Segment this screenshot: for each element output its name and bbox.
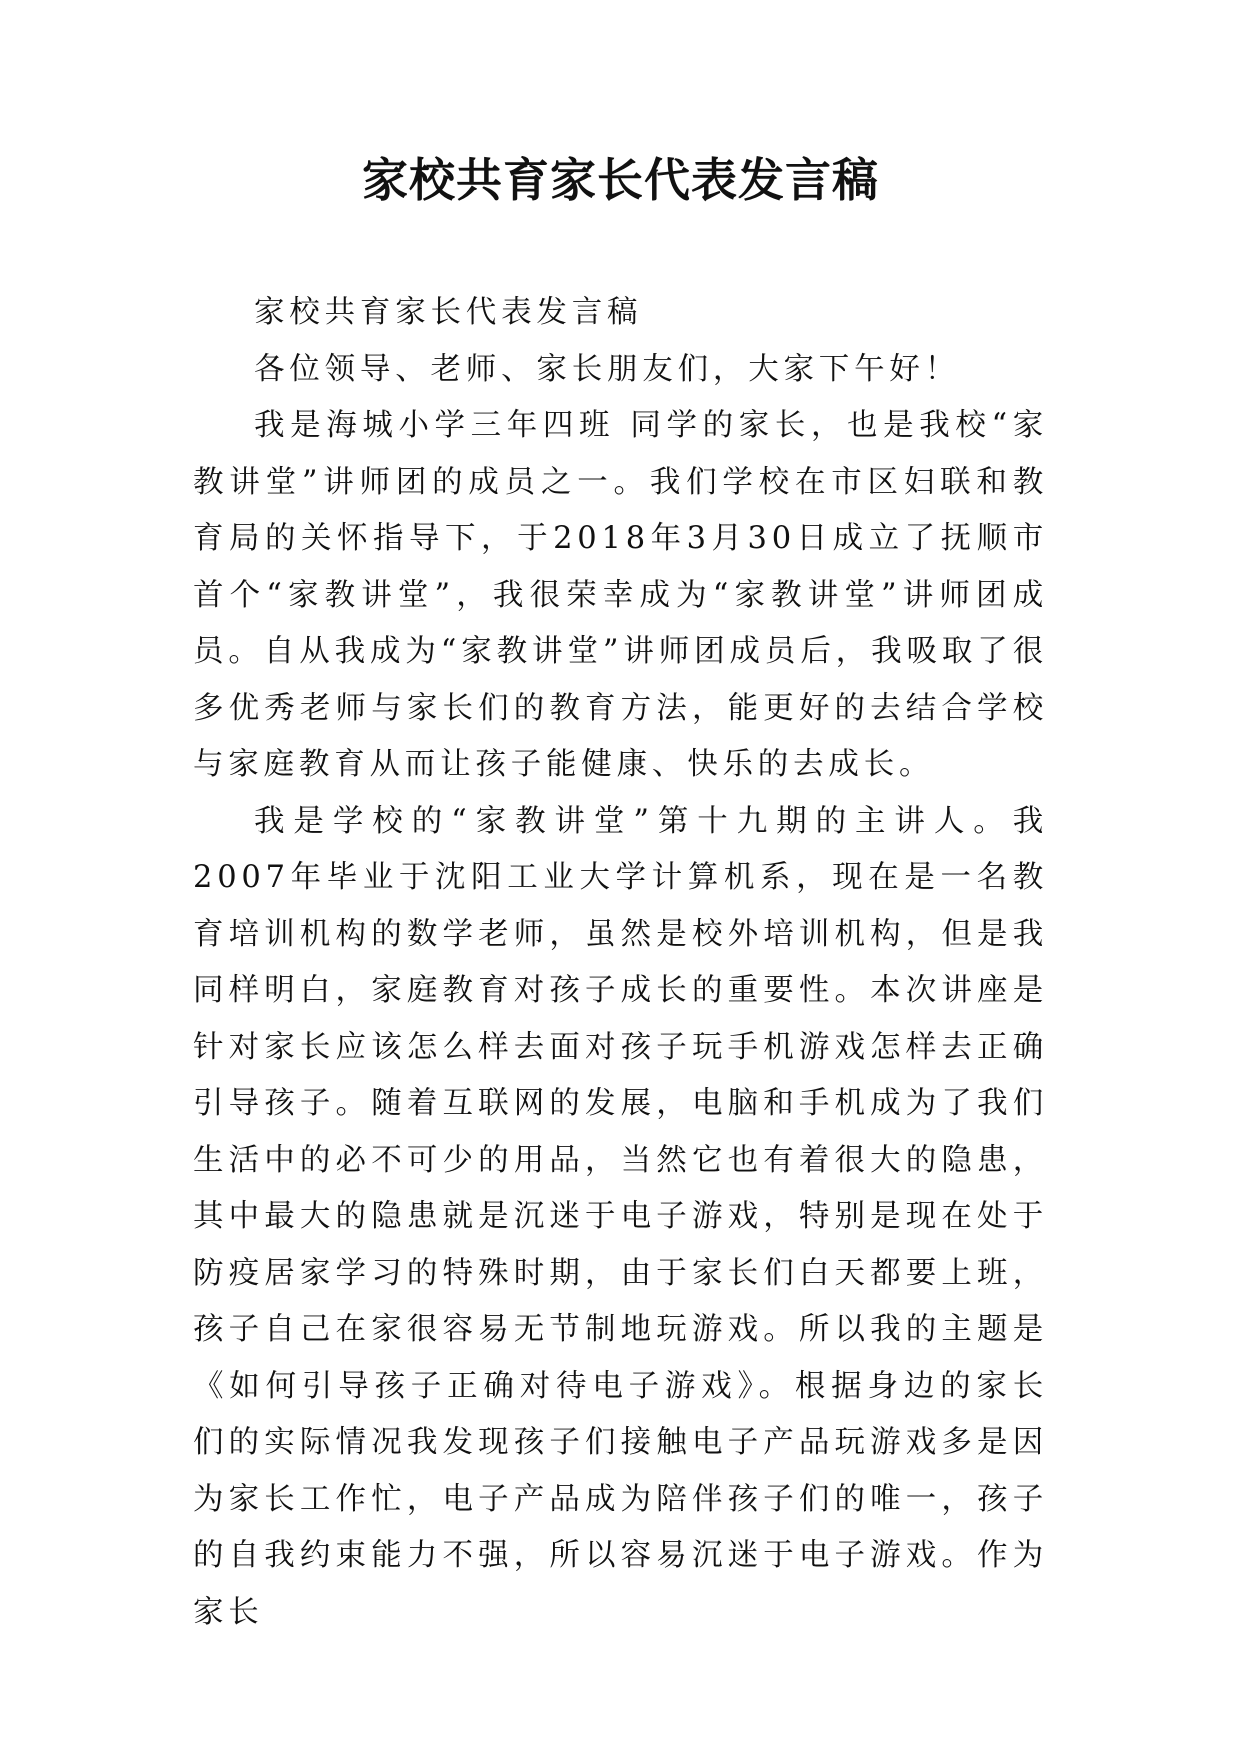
paragraph-subtitle: 家校共育家长代表发言稿: [254, 295, 643, 330]
paragraph-introduction: 我是海城小学三年四班 同学的家长，也是我校“家教讲堂”讲师团的成员之一。我们学校在市区妇联和教育局的关怀指导下，于2018年3月30日成立了抚顺市首个“家教讲堂”，我很荣幸成为“家教讲堂”讲师团成员。自从我成为“家教讲堂”讲师团成员后，我吸取了很多优秀老师与家长们的教育方法，能更好的去结合学校与家庭教育从而让孩子能健康、快乐的去成长。: [193, 408, 1048, 782]
paragraph-lecture-topic: 我是学校的“家教讲堂”第十九期的主讲人。我2007年毕业于沈阳工业大学计算机系，现在是一名教育培训机构的数学老师，虽然是校外培训机构，但是我同样明白，家庭教育对孩子成长的重要性。本次讲座是针对家长应该怎么样去面对孩子玩手机游戏怎样去正确引导孩子。随着互联网的发展，电脑和手机成为了我们生活中的必不可少的用品，当然它也有着很大的隐患，其中最大的隐患就是沉迷于电子游戏，特别是现在处于防疫居家学习的特殊时期，由于家长们白天都要上班，孩子自己在家很容易无节制地玩游戏。所以我的主题是《如何引导孩子正确对待电子游戏》。根据身边的家长们的实际情况我发现孩子们接触电子产品玩游戏多是因为家长工作忙，电子产品成为陪伴孩子们的唯一，孩子的自我约束能力不强，所以容易沉迷于电子游戏。作为家长: [193, 803, 1048, 1630]
document-title: 家校共育家长代表发言稿: [362, 153, 879, 207]
paragraph-greeting: 各位领导、老师、家长朋友们，大家下午好！: [254, 351, 960, 387]
document-body: [193, 285, 1048, 1641]
